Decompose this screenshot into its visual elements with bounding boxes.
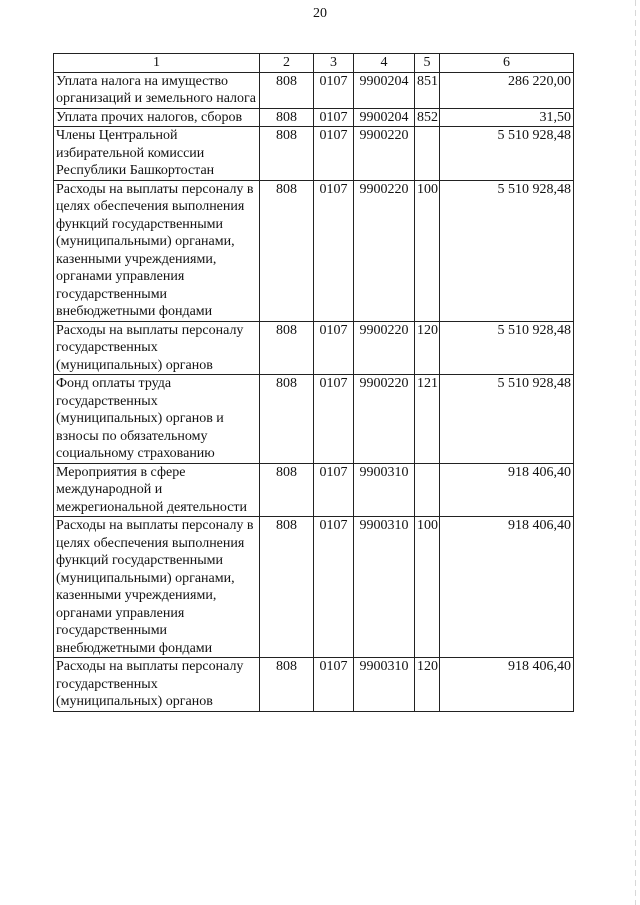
department-code-cell: 808 <box>260 463 314 517</box>
target-article-cell: 9900310 <box>354 658 415 712</box>
header-cell-5: 5 <box>415 54 440 73</box>
header-cell-4: 4 <box>354 54 415 73</box>
expense-name-cell: Расходы на выплаты персоналу в целях обеспечения выполнения функций государственными (муниципальными) органами, казенными учреждениями, органами управления государственными внебюджетными фондами <box>54 180 260 321</box>
expense-name-cell: Мероприятия в сфере международной и межрегиональной деятельности <box>54 463 260 517</box>
department-code-cell: 808 <box>260 517 314 658</box>
section-code-cell: 0107 <box>314 180 354 321</box>
target-article-cell: 9900310 <box>354 517 415 658</box>
department-code-cell: 808 <box>260 375 314 464</box>
section-code-cell: 0107 <box>314 463 354 517</box>
table-row <box>54 321 574 375</box>
amount-cell: 31,50 <box>440 108 574 127</box>
amount-cell: 286 220,00 <box>440 72 574 108</box>
target-article-cell: 9900220 <box>354 375 415 464</box>
table-row <box>54 72 574 108</box>
department-code-cell: 808 <box>260 127 314 181</box>
amount-cell: 5 510 928,48 <box>440 321 574 375</box>
table-row <box>54 658 574 712</box>
target-article-cell: 9900204 <box>354 72 415 108</box>
amount-cell: 5 510 928,48 <box>440 127 574 181</box>
expense-type-cell: 120 <box>415 321 440 375</box>
expense-type-cell: 852 <box>415 108 440 127</box>
section-code-cell: 0107 <box>314 517 354 658</box>
target-article-cell: 9900220 <box>354 127 415 181</box>
table-row <box>54 463 574 517</box>
header-cell-2: 2 <box>260 54 314 73</box>
department-code-cell: 808 <box>260 108 314 127</box>
expense-name-cell: Расходы на выплаты персоналу государственных (муниципальных) органов <box>54 658 260 712</box>
section-code-cell: 0107 <box>314 108 354 127</box>
department-code-cell: 808 <box>260 658 314 712</box>
expense-type-cell: 851 <box>415 72 440 108</box>
department-code-cell: 808 <box>260 321 314 375</box>
section-code-cell: 0107 <box>314 658 354 712</box>
target-article-cell: 9900204 <box>354 108 415 127</box>
expense-name-cell: Уплата прочих налогов, сборов <box>54 108 260 127</box>
budget-table <box>53 53 574 712</box>
expense-type-cell <box>415 127 440 181</box>
expense-name-cell: Расходы на выплаты персоналу государственных (муниципальных) органов <box>54 321 260 375</box>
target-article-cell: 9900220 <box>354 180 415 321</box>
section-code-cell: 0107 <box>314 321 354 375</box>
expense-type-cell: 100 <box>415 517 440 658</box>
budget-table-body <box>54 54 574 712</box>
expense-type-cell <box>415 463 440 517</box>
amount-cell: 918 406,40 <box>440 463 574 517</box>
header-cell-1: 1 <box>54 54 260 73</box>
section-code-cell: 0107 <box>314 375 354 464</box>
scan-edge <box>635 0 636 905</box>
table-row <box>54 517 574 658</box>
amount-cell: 5 510 928,48 <box>440 375 574 464</box>
expense-name-cell: Расходы на выплаты персоналу в целях обеспечения выполнения функций государственными (муниципальными) органами, казенными учреждениями, органами управления государственными внебюджетными фондами <box>54 517 260 658</box>
expense-name-cell: Фонд оплаты труда государственных (муниципальных) органов и взносы по обязательному социальному страхованию <box>54 375 260 464</box>
section-code-cell: 0107 <box>314 72 354 108</box>
header-cell-6: 6 <box>440 54 574 73</box>
target-article-cell: 9900310 <box>354 463 415 517</box>
expense-name-cell: Члены Центральной избирательной комиссии Республики Башкортостан <box>54 127 260 181</box>
department-code-cell: 808 <box>260 72 314 108</box>
expense-type-cell: 121 <box>415 375 440 464</box>
department-code-cell: 808 <box>260 180 314 321</box>
target-article-cell: 9900220 <box>354 321 415 375</box>
table-row <box>54 127 574 181</box>
table-row <box>54 375 574 464</box>
expense-type-cell: 100 <box>415 180 440 321</box>
table-row <box>54 180 574 321</box>
header-row <box>54 54 574 73</box>
section-code-cell: 0107 <box>314 127 354 181</box>
amount-cell: 918 406,40 <box>440 517 574 658</box>
expense-name-cell: Уплата налога на имущество организаций и земельного налога <box>54 72 260 108</box>
table-row <box>54 108 574 127</box>
expense-type-cell: 120 <box>415 658 440 712</box>
amount-cell: 918 406,40 <box>440 658 574 712</box>
header-cell-3: 3 <box>314 54 354 73</box>
amount-cell: 5 510 928,48 <box>440 180 574 321</box>
page-number: 20 <box>313 6 327 21</box>
